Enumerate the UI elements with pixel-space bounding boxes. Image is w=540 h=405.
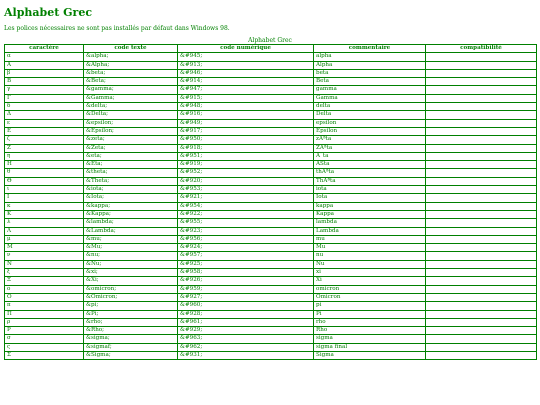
cell-numeric-code: &#923; [178, 227, 314, 235]
cell-comment: Ã¨ta [314, 152, 426, 160]
cell-compatibility [426, 69, 537, 77]
cell-compatibility [426, 127, 537, 135]
cell-numeric-code: &#931; [178, 351, 314, 359]
cell-character: γ [5, 86, 84, 94]
cell-text-code: &iota; [84, 186, 178, 194]
cell-character: ρ [5, 318, 84, 326]
cell-comment: Rho [314, 327, 426, 335]
table-row [5, 194, 537, 202]
cell-numeric-code: &#925; [178, 260, 314, 268]
cell-comment: epsilon [314, 119, 426, 127]
cell-numeric-code: &#962; [178, 343, 314, 351]
table-caption: Alphabet Grec [248, 37, 292, 44]
page-title: Alphabet Grec [4, 6, 93, 19]
cell-text-code: &Kappa; [84, 210, 178, 218]
cell-comment: Epsilon [314, 127, 426, 135]
cell-text-code: &lambda; [84, 219, 178, 227]
table-row [5, 152, 537, 160]
cell-compatibility [426, 144, 537, 152]
cell-numeric-code: &#916; [178, 111, 314, 119]
cell-character: Η [5, 161, 84, 169]
cell-comment: rho [314, 318, 426, 326]
cell-comment: Kappa [314, 210, 426, 218]
cell-numeric-code: &#958; [178, 269, 314, 277]
cell-text-code: &eta; [84, 152, 178, 160]
compatibility-note: Les polices nécessaires ne sont pas installés par défaut dans Windows 98. [4, 25, 230, 32]
table-row [5, 144, 537, 152]
column-header-comment: commentaire [314, 45, 426, 53]
cell-comment: lambda [314, 219, 426, 227]
cell-character: μ [5, 235, 84, 243]
cell-compatibility [426, 119, 537, 127]
cell-text-code: &Rho; [84, 327, 178, 335]
cell-character: ξ [5, 269, 84, 277]
cell-text-code: &Pi; [84, 310, 178, 318]
cell-comment: mu [314, 235, 426, 243]
cell-text-code: &mu; [84, 235, 178, 243]
table-row [5, 351, 537, 359]
table-row [5, 310, 537, 318]
cell-numeric-code: &#956; [178, 235, 314, 243]
cell-compatibility [426, 177, 537, 185]
cell-text-code: &rho; [84, 318, 178, 326]
table-row [5, 293, 537, 301]
table-row [5, 252, 537, 260]
table-row [5, 94, 537, 102]
column-header-character: caractère [5, 45, 84, 53]
cell-numeric-code: &#951; [178, 152, 314, 160]
cell-text-code: &beta; [84, 69, 178, 77]
cell-comment: sigma final [314, 343, 426, 351]
table-row [5, 69, 537, 77]
cell-compatibility [426, 194, 537, 202]
cell-numeric-code: &#960; [178, 302, 314, 310]
cell-numeric-code: &#914; [178, 78, 314, 86]
cell-character: σ [5, 335, 84, 343]
cell-compatibility [426, 152, 537, 160]
table-row [5, 285, 537, 293]
cell-comment: Sigma [314, 351, 426, 359]
cell-character: Α [5, 61, 84, 69]
cell-text-code: &pi; [84, 302, 178, 310]
cell-compatibility [426, 161, 537, 169]
cell-comment: Alpha [314, 61, 426, 69]
cell-text-code: &Nu; [84, 260, 178, 268]
table-row [5, 53, 537, 61]
cell-comment: delta [314, 103, 426, 111]
cell-numeric-code: &#926; [178, 277, 314, 285]
cell-numeric-code: &#952; [178, 169, 314, 177]
cell-numeric-code: &#963; [178, 335, 314, 343]
cell-comment: Mu [314, 244, 426, 252]
cell-text-code: &sigmaf; [84, 343, 178, 351]
cell-compatibility [426, 260, 537, 268]
cell-comment: pi [314, 302, 426, 310]
table-row [5, 119, 537, 127]
table-row [5, 86, 537, 94]
cell-character: η [5, 152, 84, 160]
cell-comment: Gamma [314, 94, 426, 102]
cell-compatibility [426, 269, 537, 277]
cell-text-code: &nu; [84, 252, 178, 260]
cell-text-code: &delta; [84, 103, 178, 111]
cell-character: π [5, 302, 84, 310]
cell-compatibility [426, 227, 537, 235]
cell-character: Ξ [5, 277, 84, 285]
cell-comment: Xi [314, 277, 426, 285]
cell-numeric-code: &#955; [178, 219, 314, 227]
cell-numeric-code: &#948; [178, 103, 314, 111]
table-row [5, 244, 537, 252]
cell-compatibility [426, 235, 537, 243]
cell-text-code: &sigma; [84, 335, 178, 343]
cell-comment: iota [314, 186, 426, 194]
cell-character: ο [5, 285, 84, 293]
cell-compatibility [426, 343, 537, 351]
cell-compatibility [426, 136, 537, 144]
cell-character: ς [5, 343, 84, 351]
table-row [5, 260, 537, 268]
cell-text-code: &kappa; [84, 202, 178, 210]
cell-text-code: &epsilon; [84, 119, 178, 127]
table-row [5, 78, 537, 86]
cell-numeric-code: &#915; [178, 94, 314, 102]
table-row [5, 61, 537, 69]
cell-numeric-code: &#919; [178, 161, 314, 169]
cell-comment: gamma [314, 86, 426, 94]
greek-alphabet-table [4, 44, 537, 360]
table-row [5, 327, 537, 335]
cell-compatibility [426, 277, 537, 285]
cell-numeric-code: &#957; [178, 252, 314, 260]
table-row [5, 161, 537, 169]
cell-comment: Nu [314, 260, 426, 268]
cell-comment: beta [314, 69, 426, 77]
cell-text-code: &Eta; [84, 161, 178, 169]
cell-text-code: &omicron; [84, 285, 178, 293]
cell-compatibility [426, 103, 537, 111]
cell-numeric-code: &#927; [178, 293, 314, 301]
table-row [5, 343, 537, 351]
cell-compatibility [426, 293, 537, 301]
cell-comment: Pi [314, 310, 426, 318]
cell-numeric-code: &#924; [178, 244, 314, 252]
cell-character: κ [5, 202, 84, 210]
cell-compatibility [426, 252, 537, 260]
cell-comment: kappa [314, 202, 426, 210]
cell-comment: Lambda [314, 227, 426, 235]
cell-character: λ [5, 219, 84, 227]
cell-numeric-code: &#954; [178, 202, 314, 210]
table-row [5, 235, 537, 243]
cell-text-code: &Theta; [84, 177, 178, 185]
cell-comment: thÃªta [314, 169, 426, 177]
cell-compatibility [426, 169, 537, 177]
table-row [5, 219, 537, 227]
cell-text-code: &alpha; [84, 53, 178, 61]
cell-numeric-code: &#961; [178, 318, 314, 326]
cell-text-code: &Alpha; [84, 61, 178, 69]
cell-comment: omicron [314, 285, 426, 293]
cell-numeric-code: &#959; [178, 285, 314, 293]
table-row [5, 269, 537, 277]
table-row [5, 277, 537, 285]
cell-compatibility [426, 86, 537, 94]
cell-character: Θ [5, 177, 84, 185]
table-row [5, 186, 537, 194]
cell-comment: Iota [314, 194, 426, 202]
cell-comment: Delta [314, 111, 426, 119]
cell-comment: ÃŠta [314, 161, 426, 169]
cell-character: ζ [5, 136, 84, 144]
cell-compatibility [426, 351, 537, 359]
cell-numeric-code: &#947; [178, 86, 314, 94]
cell-comment: ThÃªta [314, 177, 426, 185]
cell-character: Ε [5, 127, 84, 135]
cell-character: Ρ [5, 327, 84, 335]
cell-numeric-code: &#953; [178, 186, 314, 194]
cell-compatibility [426, 310, 537, 318]
column-header-text-code: code texte [84, 45, 178, 53]
cell-compatibility [426, 61, 537, 69]
cell-character: Λ [5, 227, 84, 235]
table-row [5, 111, 537, 119]
cell-text-code: &Zeta; [84, 144, 178, 152]
cell-text-code: &Mu; [84, 244, 178, 252]
cell-compatibility [426, 111, 537, 119]
cell-character: β [5, 69, 84, 77]
cell-text-code: &Omicron; [84, 293, 178, 301]
cell-numeric-code: &#950; [178, 136, 314, 144]
cell-comment: sigma [314, 335, 426, 343]
cell-character: Ν [5, 260, 84, 268]
table-row [5, 318, 537, 326]
cell-compatibility [426, 302, 537, 310]
cell-compatibility [426, 327, 537, 335]
cell-text-code: &Epsilon; [84, 127, 178, 135]
cell-comment: alpha [314, 53, 426, 61]
cell-comment: nu [314, 252, 426, 260]
table-body [5, 53, 537, 360]
cell-numeric-code: &#946; [178, 69, 314, 77]
column-header-numeric-code: code numérique [178, 45, 314, 53]
cell-numeric-code: &#949; [178, 119, 314, 127]
cell-numeric-code: &#929; [178, 327, 314, 335]
cell-numeric-code: &#928; [178, 310, 314, 318]
cell-text-code: &Delta; [84, 111, 178, 119]
cell-text-code: &Sigma; [84, 351, 178, 359]
cell-compatibility [426, 210, 537, 218]
cell-character: Γ [5, 94, 84, 102]
cell-compatibility [426, 318, 537, 326]
cell-character: Μ [5, 244, 84, 252]
cell-text-code: &Iota; [84, 194, 178, 202]
table-row [5, 202, 537, 210]
cell-comment: xi [314, 269, 426, 277]
cell-numeric-code: &#922; [178, 210, 314, 218]
cell-compatibility [426, 219, 537, 227]
cell-compatibility [426, 244, 537, 252]
cell-character: Ι [5, 194, 84, 202]
cell-numeric-code: &#918; [178, 144, 314, 152]
table-row [5, 103, 537, 111]
table-row [5, 136, 537, 144]
cell-text-code: &zeta; [84, 136, 178, 144]
table-row [5, 127, 537, 135]
cell-character: Δ [5, 111, 84, 119]
header-row [5, 45, 537, 53]
cell-character: Κ [5, 210, 84, 218]
cell-character: ν [5, 252, 84, 260]
cell-comment: ZÃªta [314, 144, 426, 152]
cell-character: Ζ [5, 144, 84, 152]
table-row [5, 169, 537, 177]
cell-numeric-code: &#920; [178, 177, 314, 185]
cell-character: δ [5, 103, 84, 111]
cell-text-code: &xi; [84, 269, 178, 277]
cell-character: α [5, 53, 84, 61]
cell-text-code: &Lambda; [84, 227, 178, 235]
cell-numeric-code: &#917; [178, 127, 314, 135]
cell-compatibility [426, 186, 537, 194]
cell-character: ι [5, 186, 84, 194]
table-row [5, 210, 537, 218]
column-header-compatibility: compatibilité [426, 45, 537, 53]
cell-numeric-code: &#913; [178, 61, 314, 69]
cell-text-code: &gamma; [84, 86, 178, 94]
cell-text-code: &Xi; [84, 277, 178, 285]
cell-compatibility [426, 53, 537, 61]
cell-character: θ [5, 169, 84, 177]
cell-numeric-code: &#945; [178, 53, 314, 61]
cell-character: Π [5, 310, 84, 318]
table-row [5, 302, 537, 310]
table-row [5, 227, 537, 235]
cell-text-code: &Beta; [84, 78, 178, 86]
cell-compatibility [426, 202, 537, 210]
cell-character: Σ [5, 351, 84, 359]
cell-numeric-code: &#921; [178, 194, 314, 202]
cell-comment: Omicron [314, 293, 426, 301]
cell-compatibility [426, 78, 537, 86]
cell-comment: Beta [314, 78, 426, 86]
cell-character: Β [5, 78, 84, 86]
cell-character: Ο [5, 293, 84, 301]
cell-compatibility [426, 285, 537, 293]
table-row [5, 335, 537, 343]
cell-comment: zÃªta [314, 136, 426, 144]
cell-text-code: &Gamma; [84, 94, 178, 102]
cell-compatibility [426, 335, 537, 343]
cell-character: ε [5, 119, 84, 127]
cell-text-code: &theta; [84, 169, 178, 177]
table-row [5, 177, 537, 185]
cell-compatibility [426, 94, 537, 102]
